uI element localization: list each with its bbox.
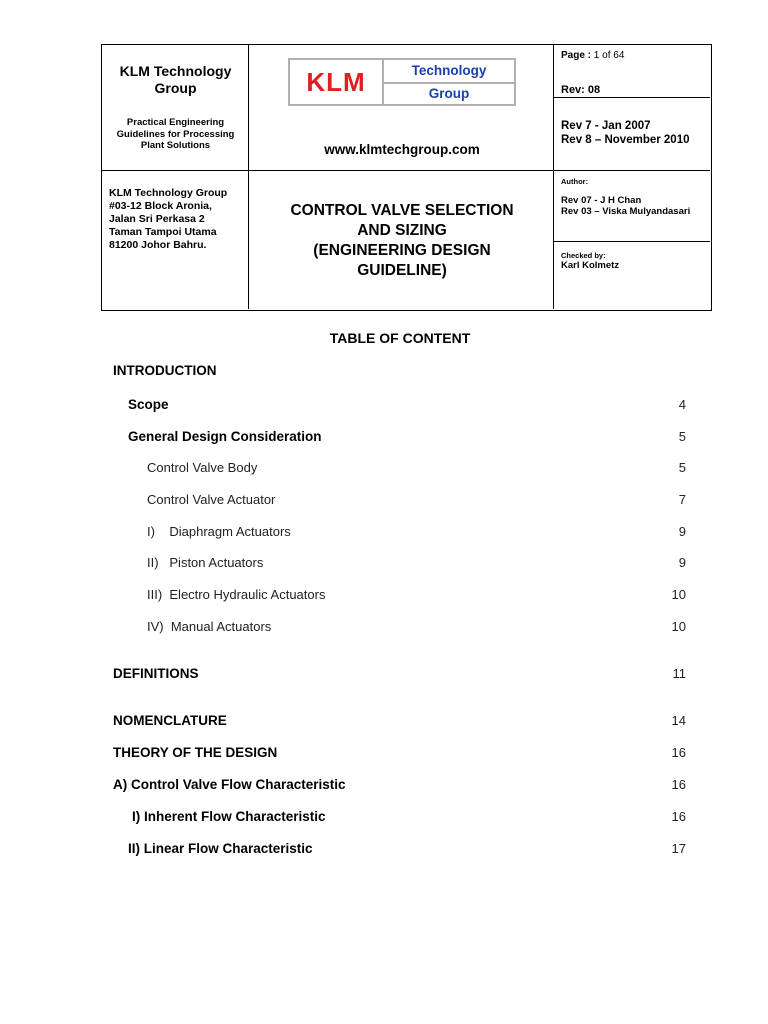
logo-klm-text: KLM: [306, 66, 366, 97]
page-value: 1 of 64: [593, 50, 625, 61]
toc-entry-page: 7: [678, 492, 686, 507]
checked-by-label: Checked by:: [561, 251, 606, 260]
toc-entry-page: 5: [678, 460, 686, 475]
checked-by-name: Karl Kolmetz: [561, 260, 620, 271]
toc-entry-page: 9: [678, 524, 686, 539]
address-line: #03-12 Block Aronia,: [109, 200, 212, 212]
title-line: (ENGINEERING DESIGN: [313, 242, 491, 259]
revision-history: [561, 119, 690, 147]
toc-entry[interactable]: [0, 460, 768, 478]
toc-entry-label: III) Electro Hydraulic Actuators: [147, 587, 326, 602]
address-line: KLM Technology Group: [109, 187, 228, 199]
toc-entry-label: II) Piston Actuators: [147, 555, 264, 570]
toc-entry-label: NOMENCLATURE: [113, 713, 227, 728]
toc-entry-label: II) Linear Flow Characteristic: [128, 841, 313, 856]
toc-entry-page: 10: [671, 587, 686, 602]
toc-entry-page: 17: [671, 841, 686, 856]
header-divider: [553, 241, 710, 242]
author-list: [561, 195, 690, 217]
toc-title: TABLE OF CONTENT: [329, 330, 471, 346]
revision: Rev: 08: [561, 84, 601, 96]
toc-entry[interactable]: [0, 777, 768, 795]
toc-entry[interactable]: [0, 363, 768, 381]
page-number: [561, 50, 624, 61]
toc-entry-label: IV) Manual Actuators: [147, 619, 272, 634]
toc-entry-label: A) Control Valve Flow Characteristic: [113, 777, 346, 792]
toc-entry[interactable]: [0, 666, 768, 684]
toc-entry-label: DEFINITIONS: [113, 666, 199, 681]
toc-entry-label: INTRODUCTION: [113, 363, 217, 378]
toc-entry[interactable]: [0, 809, 768, 827]
toc-entry-page: 5: [678, 429, 686, 444]
logo-group-text: Group: [428, 86, 470, 101]
company-address: [109, 187, 249, 252]
company-tagline: Practical Engineering Guidelines for Processing Plant Solutions: [116, 117, 235, 151]
toc-entry[interactable]: [0, 397, 768, 415]
klm-logo: [288, 58, 516, 106]
address-line: Taman Tampoi Utama: [109, 226, 217, 238]
document-title: [250, 201, 554, 281]
logo-right-box: [384, 58, 516, 106]
toc-entry-label: Control Valve Actuator: [147, 492, 276, 507]
revision-history-line: Rev 7 - Jan 2007: [561, 120, 651, 132]
revision-history-line: Rev 8 – November 2010: [561, 134, 690, 146]
page-label: Page :: [561, 50, 592, 61]
toc-entry-label: I) Inherent Flow Characteristic: [132, 809, 326, 824]
toc-entry-page: 16: [671, 809, 686, 824]
toc-entry[interactable]: [0, 555, 768, 573]
toc-entry-label: THEORY OF THE DESIGN: [113, 745, 278, 760]
title-line: AND SIZING: [357, 222, 447, 239]
header-divider: [102, 170, 710, 171]
toc-entry-page: 16: [671, 745, 686, 760]
toc-entry-page: 4: [678, 397, 686, 412]
address-line: 81200 Johor Bahru.: [109, 239, 207, 251]
address-line: Jalan Sri Perkasa 2: [109, 213, 205, 225]
toc-entry-label: Scope: [128, 397, 169, 412]
toc-entry[interactable]: [0, 524, 768, 542]
toc-entry[interactable]: [0, 745, 768, 763]
document-header: [101, 44, 712, 311]
author-label: Author:: [561, 177, 589, 186]
title-line: CONTROL VALVE SELECTION: [290, 202, 514, 219]
toc-entry-label: Control Valve Body: [147, 460, 258, 475]
logo-klm-box: [288, 58, 384, 106]
logo-technology-text: Technology: [384, 60, 514, 84]
toc-entry-page: 14: [671, 713, 686, 728]
toc-entry[interactable]: [0, 619, 768, 637]
toc-entry-label: General Design Consideration: [128, 429, 322, 444]
toc-entry-page: 16: [671, 777, 686, 792]
title-line: GUIDELINE): [357, 262, 447, 279]
toc-entry-page: 10: [671, 619, 686, 634]
toc-entry-label: I) Diaphragm Actuators: [147, 524, 291, 539]
company-name: KLM Technology Group: [119, 63, 232, 96]
toc-entry-page: 9: [678, 555, 686, 570]
toc-entry[interactable]: [0, 429, 768, 447]
toc-entry-page: 11: [672, 666, 686, 681]
toc-entry[interactable]: [0, 841, 768, 859]
toc-entry[interactable]: [0, 492, 768, 510]
toc-entry[interactable]: [0, 587, 768, 605]
author-line: Rev 03 – Viska Mulyandasari: [561, 206, 691, 217]
author-line: Rev 07 - J H Chan: [561, 195, 642, 206]
website-link[interactable]: www.klmtechgroup.com: [324, 142, 480, 157]
toc-entry[interactable]: [0, 713, 768, 731]
header-divider: [553, 97, 710, 98]
